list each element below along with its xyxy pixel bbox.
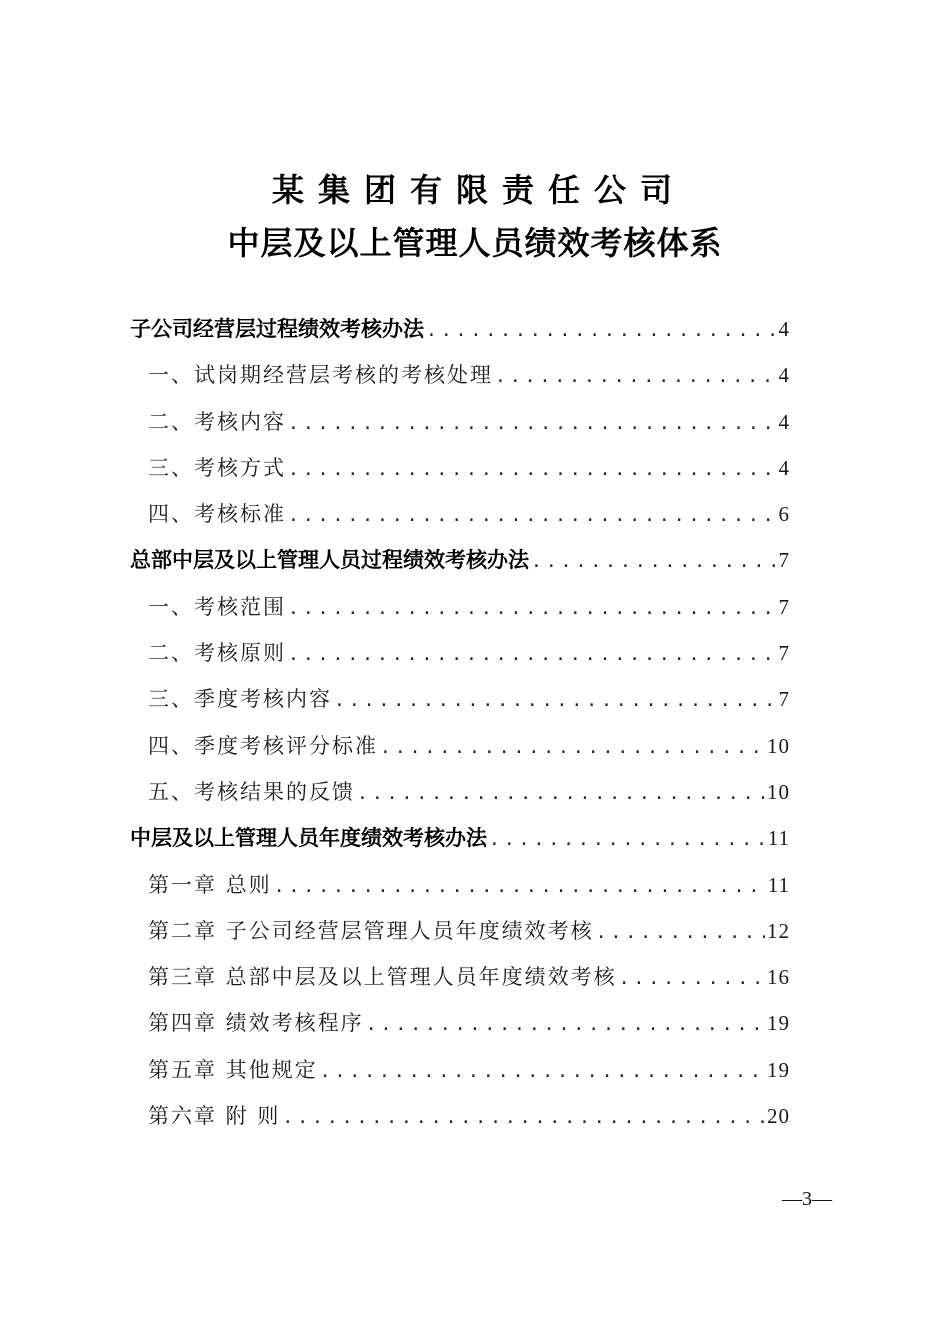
toc-entry-page: 19	[767, 1057, 790, 1082]
toc-subsection-entry[interactable]	[130, 1093, 790, 1139]
toc-dot-leader	[619, 956, 765, 1002]
toc-subsection-entry[interactable]	[130, 399, 790, 445]
toc-entry-page: 7	[778, 548, 790, 573]
toc-entry-page: 6	[778, 502, 790, 527]
toc-entry-label: 二、考核原则	[148, 641, 286, 666]
toc-entry-label: 子公司经营层过程绩效考核办法	[130, 317, 424, 341]
toc-entry-page: 16	[767, 965, 790, 990]
toc-entry-label: 五、考核结果的反馈	[148, 779, 355, 804]
toc-dot-leader	[495, 354, 777, 400]
toc-dot-leader	[426, 308, 777, 354]
toc-dot-leader	[288, 632, 777, 678]
toc-entry-label: 一、试岗期经营层考核的考核处理	[148, 363, 493, 388]
toc-subsection-entry[interactable]	[130, 723, 790, 769]
toc-entry-page: 4	[778, 455, 790, 480]
toc-entry-label: 四、考核标准	[148, 502, 286, 527]
toc-entry-page: 7	[778, 687, 790, 712]
toc-entry-page: 4	[778, 317, 790, 341]
toc-subsection-entry[interactable]	[130, 491, 790, 537]
toc-subsection-entry[interactable]	[130, 676, 790, 722]
toc-entry-label: 三、季度考核内容	[148, 687, 332, 712]
toc-entry-label: 二、考核内容	[148, 409, 286, 434]
toc-entry-label: 四、季度考核评分标准	[148, 733, 378, 758]
table-of-contents	[130, 306, 790, 1139]
toc-subsection-entry[interactable]	[130, 584, 790, 630]
toc-entry-page: 11	[767, 872, 790, 897]
toc-subsection-entry[interactable]	[130, 630, 790, 676]
toc-section-entry[interactable]	[130, 537, 790, 583]
toc-entry-page: 11	[767, 826, 790, 851]
document-title	[0, 168, 950, 268]
toc-entry-page: 19	[767, 1011, 790, 1036]
toc-dot-leader	[282, 1095, 765, 1141]
toc-dot-leader	[288, 586, 777, 632]
toc-entry-page: 7	[778, 641, 790, 666]
toc-dot-leader	[288, 401, 777, 447]
toc-dot-leader	[334, 678, 777, 724]
toc-dot-leader	[357, 771, 765, 817]
toc-entry-page: 4	[778, 363, 790, 388]
toc-subsection-entry[interactable]	[130, 954, 790, 1000]
toc-entry-label: 第二章 子公司经营层管理人员年度绩效考核	[148, 918, 594, 943]
toc-dot-leader	[596, 910, 765, 956]
page-number: —3—	[782, 1188, 832, 1210]
toc-entry-label: 第六章 附 则	[148, 1104, 281, 1129]
toc-dot-leader	[531, 539, 777, 585]
toc-subsection-entry[interactable]	[130, 445, 790, 491]
toc-dot-leader	[489, 817, 766, 863]
toc-dot-leader	[288, 493, 777, 539]
toc-entry-label: 第四章 绩效考核程序	[148, 1011, 364, 1036]
toc-entry-page: 7	[778, 594, 790, 619]
toc-entry-label: 三、考核方式	[148, 455, 286, 480]
toc-dot-leader	[380, 725, 765, 771]
toc-entry-label: 第三章 总部中层及以上管理人员年度绩效考核	[148, 965, 617, 990]
toc-section-entry[interactable]	[130, 306, 790, 352]
toc-entry-page: 4	[778, 409, 790, 434]
toc-entry-label: 总部中层及以上管理人员过程绩效考核办法	[130, 548, 529, 573]
toc-entry-label: 一、考核范围	[148, 594, 286, 619]
toc-subsection-entry[interactable]	[130, 1000, 790, 1046]
toc-entry-label: 第五章 其他规定	[148, 1057, 318, 1082]
toc-entry-label: 中层及以上管理人员年度绩效考核办法	[130, 826, 487, 851]
toc-dot-leader	[320, 1049, 765, 1095]
toc-dot-leader	[274, 864, 766, 910]
toc-entry-page: 10	[767, 733, 790, 758]
title-system-name: 中层及以上管理人员绩效考核体系	[227, 224, 723, 262]
toc-entry-page: 10	[767, 779, 790, 804]
toc-subsection-entry[interactable]	[130, 1047, 790, 1093]
toc-subsection-entry[interactable]	[130, 908, 790, 954]
toc-subsection-entry[interactable]	[130, 862, 790, 908]
toc-entry-label: 第一章 总则	[148, 872, 272, 897]
toc-section-entry[interactable]	[130, 815, 790, 861]
toc-dot-leader	[366, 1002, 765, 1048]
toc-entry-page: 12	[767, 918, 790, 943]
title-company-name: 某集团有限责任公司	[271, 171, 686, 209]
toc-dot-leader	[288, 447, 777, 493]
toc-entry-page: 20	[767, 1104, 790, 1129]
toc-subsection-entry[interactable]	[130, 769, 790, 815]
toc-subsection-entry[interactable]	[130, 352, 790, 398]
